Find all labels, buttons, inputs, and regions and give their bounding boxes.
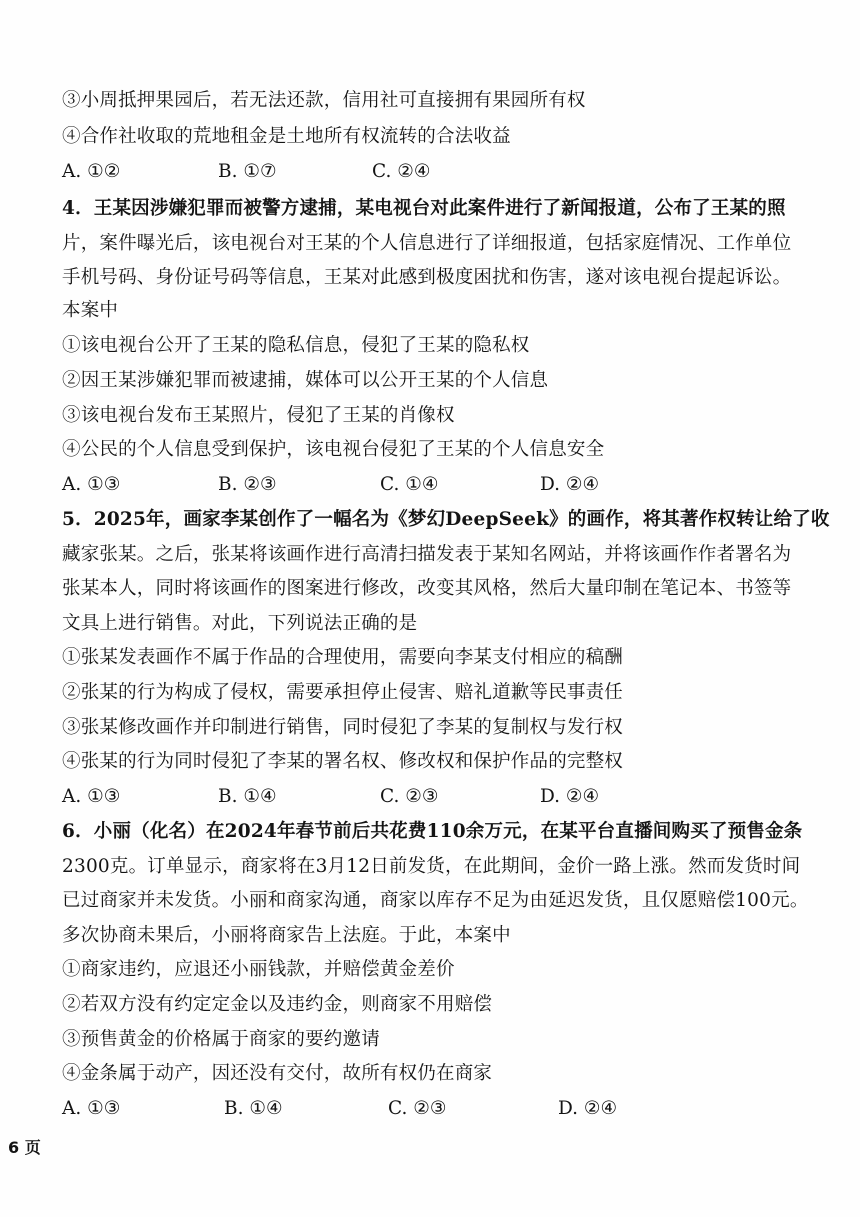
q6-option-d: D. ②④ <box>558 1098 618 1119</box>
q6-option-b: B. ①④ <box>224 1098 283 1119</box>
q6-item-3: ③预售黄金的价格属于商家的要约邀请 <box>62 1029 380 1050</box>
q6-item-1: ①商家违约，应退还小丽钱款，并赔偿黄金差价 <box>62 959 455 980</box>
q4-stem-line-4: 本案中 <box>62 300 119 321</box>
q5-option-b: B. ①④ <box>218 786 277 807</box>
q4-item-1: ①该电视台公开了王某的隐私信息，侵犯了王某的隐私权 <box>62 335 530 356</box>
q4-item-3: ③该电视台发布王某照片，侵犯了王某的肖像权 <box>62 405 455 426</box>
q4-stem-line-2: 片，案件曝光后，该电视台对王某的个人信息进行了详细报道，包括家庭情况、工作单位 <box>62 233 792 254</box>
q6-stem-line-4: 多次协商未果后，小丽将商家告上法庭。于此，本案中 <box>62 925 511 946</box>
q4-option-a: A. ①③ <box>62 474 121 495</box>
q5-stem-line-3: 张某本人，同时将该画作的图案进行修改，改变其风格，然后大量印制在笔记本、书签等 <box>62 578 792 599</box>
q3-options <box>62 160 822 184</box>
q4-item-4: ④公民的个人信息受到保护，该电视台侵犯了王某的个人信息安全 <box>62 439 605 460</box>
q3-item-3: ③小周抵押果园后，若无法还款，信用社可直接拥有果园所有权 <box>62 90 586 111</box>
q5-item-2: ②张某的行为构成了侵权，需要承担停止侵害、赔礼道歉等民事责任 <box>62 682 624 703</box>
q3-item-4: ④合作社收取的荒地租金是土地所有权流转的合法收益 <box>62 126 511 147</box>
q5-stem-line-2: 藏家张某。之后，张某将该画作进行高清扫描发表于某知名网站，并将该画作作者署名为 <box>62 544 792 565</box>
q5-option-d: D. ②④ <box>540 786 600 807</box>
q4-stem-line-3: 手机号码、身份证号码等信息，王某对此感到极度困扰和伤害，遂对该电视台提起诉讼。 <box>62 267 792 288</box>
q6-stem-line-2: 2300克。订单显示，商家将在3月12日前发货，在此期间，金价一路上涨。然而发货时间 <box>62 856 801 877</box>
q4-item-2: ②因王某涉嫌犯罪而被逮捕，媒体可以公开王某的个人信息 <box>62 370 549 391</box>
q3-option-b: B. ①⑦ <box>218 161 277 182</box>
q4-stem-line-1: 4．王某因涉嫌犯罪而被警方逮捕，某电视台对此案件进行了新闻报道，公布了王某的照 <box>62 198 786 219</box>
q6-item-4: ④金条属于动产，因还没有交付，故所有权仍在商家 <box>62 1063 493 1084</box>
q5-stem-line-1: 5．2025年，画家李某创作了一幅名为《梦幻DeepSeek》的画作，将其著作权转让给了收 <box>62 509 830 530</box>
page-number: 6 页 <box>8 1138 41 1157</box>
q4-option-d: D. ②④ <box>540 474 600 495</box>
q6-stem-line-3: 已过商家并未发货。小丽和商家沟通，商家以库存不足为由延迟发货，且仅愿赔偿100元。 <box>62 890 809 911</box>
q6-item-2: ②若双方没有约定定金以及违约金，则商家不用赔偿 <box>62 994 493 1015</box>
q5-options <box>62 785 822 809</box>
q5-option-a: A. ①③ <box>62 786 121 807</box>
q5-item-1: ①张某发表画作不属于作品的合理使用，需要向李某支付相应的稿酬 <box>62 647 624 668</box>
q5-item-4: ④张某的行为同时侵犯了李某的署名权、修改权和保护作品的完整权 <box>62 751 624 772</box>
q4-option-b: B. ②③ <box>218 474 277 495</box>
q4-option-c: C. ①④ <box>380 474 439 495</box>
q3-option-c: C. ②④ <box>372 161 431 182</box>
q5-option-c: C. ②③ <box>380 786 439 807</box>
q6-option-a: A. ①③ <box>62 1098 121 1119</box>
q6-options <box>62 1097 822 1121</box>
q5-stem-line-4: 文具上进行销售。对此，下列说法正确的是 <box>62 613 418 634</box>
q6-stem-line-1: 6．小丽（化名）在2024年春节前后共花费110余万元，在某平台直播间购买了预售金条 <box>62 821 803 842</box>
q6-option-c: C. ②③ <box>388 1098 447 1119</box>
q3-option-a: A. ①② <box>62 161 121 182</box>
q4-options <box>62 473 822 497</box>
q5-item-3: ③张某修改画作并印制进行销售，同时侵犯了李某的复制权与发行权 <box>62 717 624 738</box>
